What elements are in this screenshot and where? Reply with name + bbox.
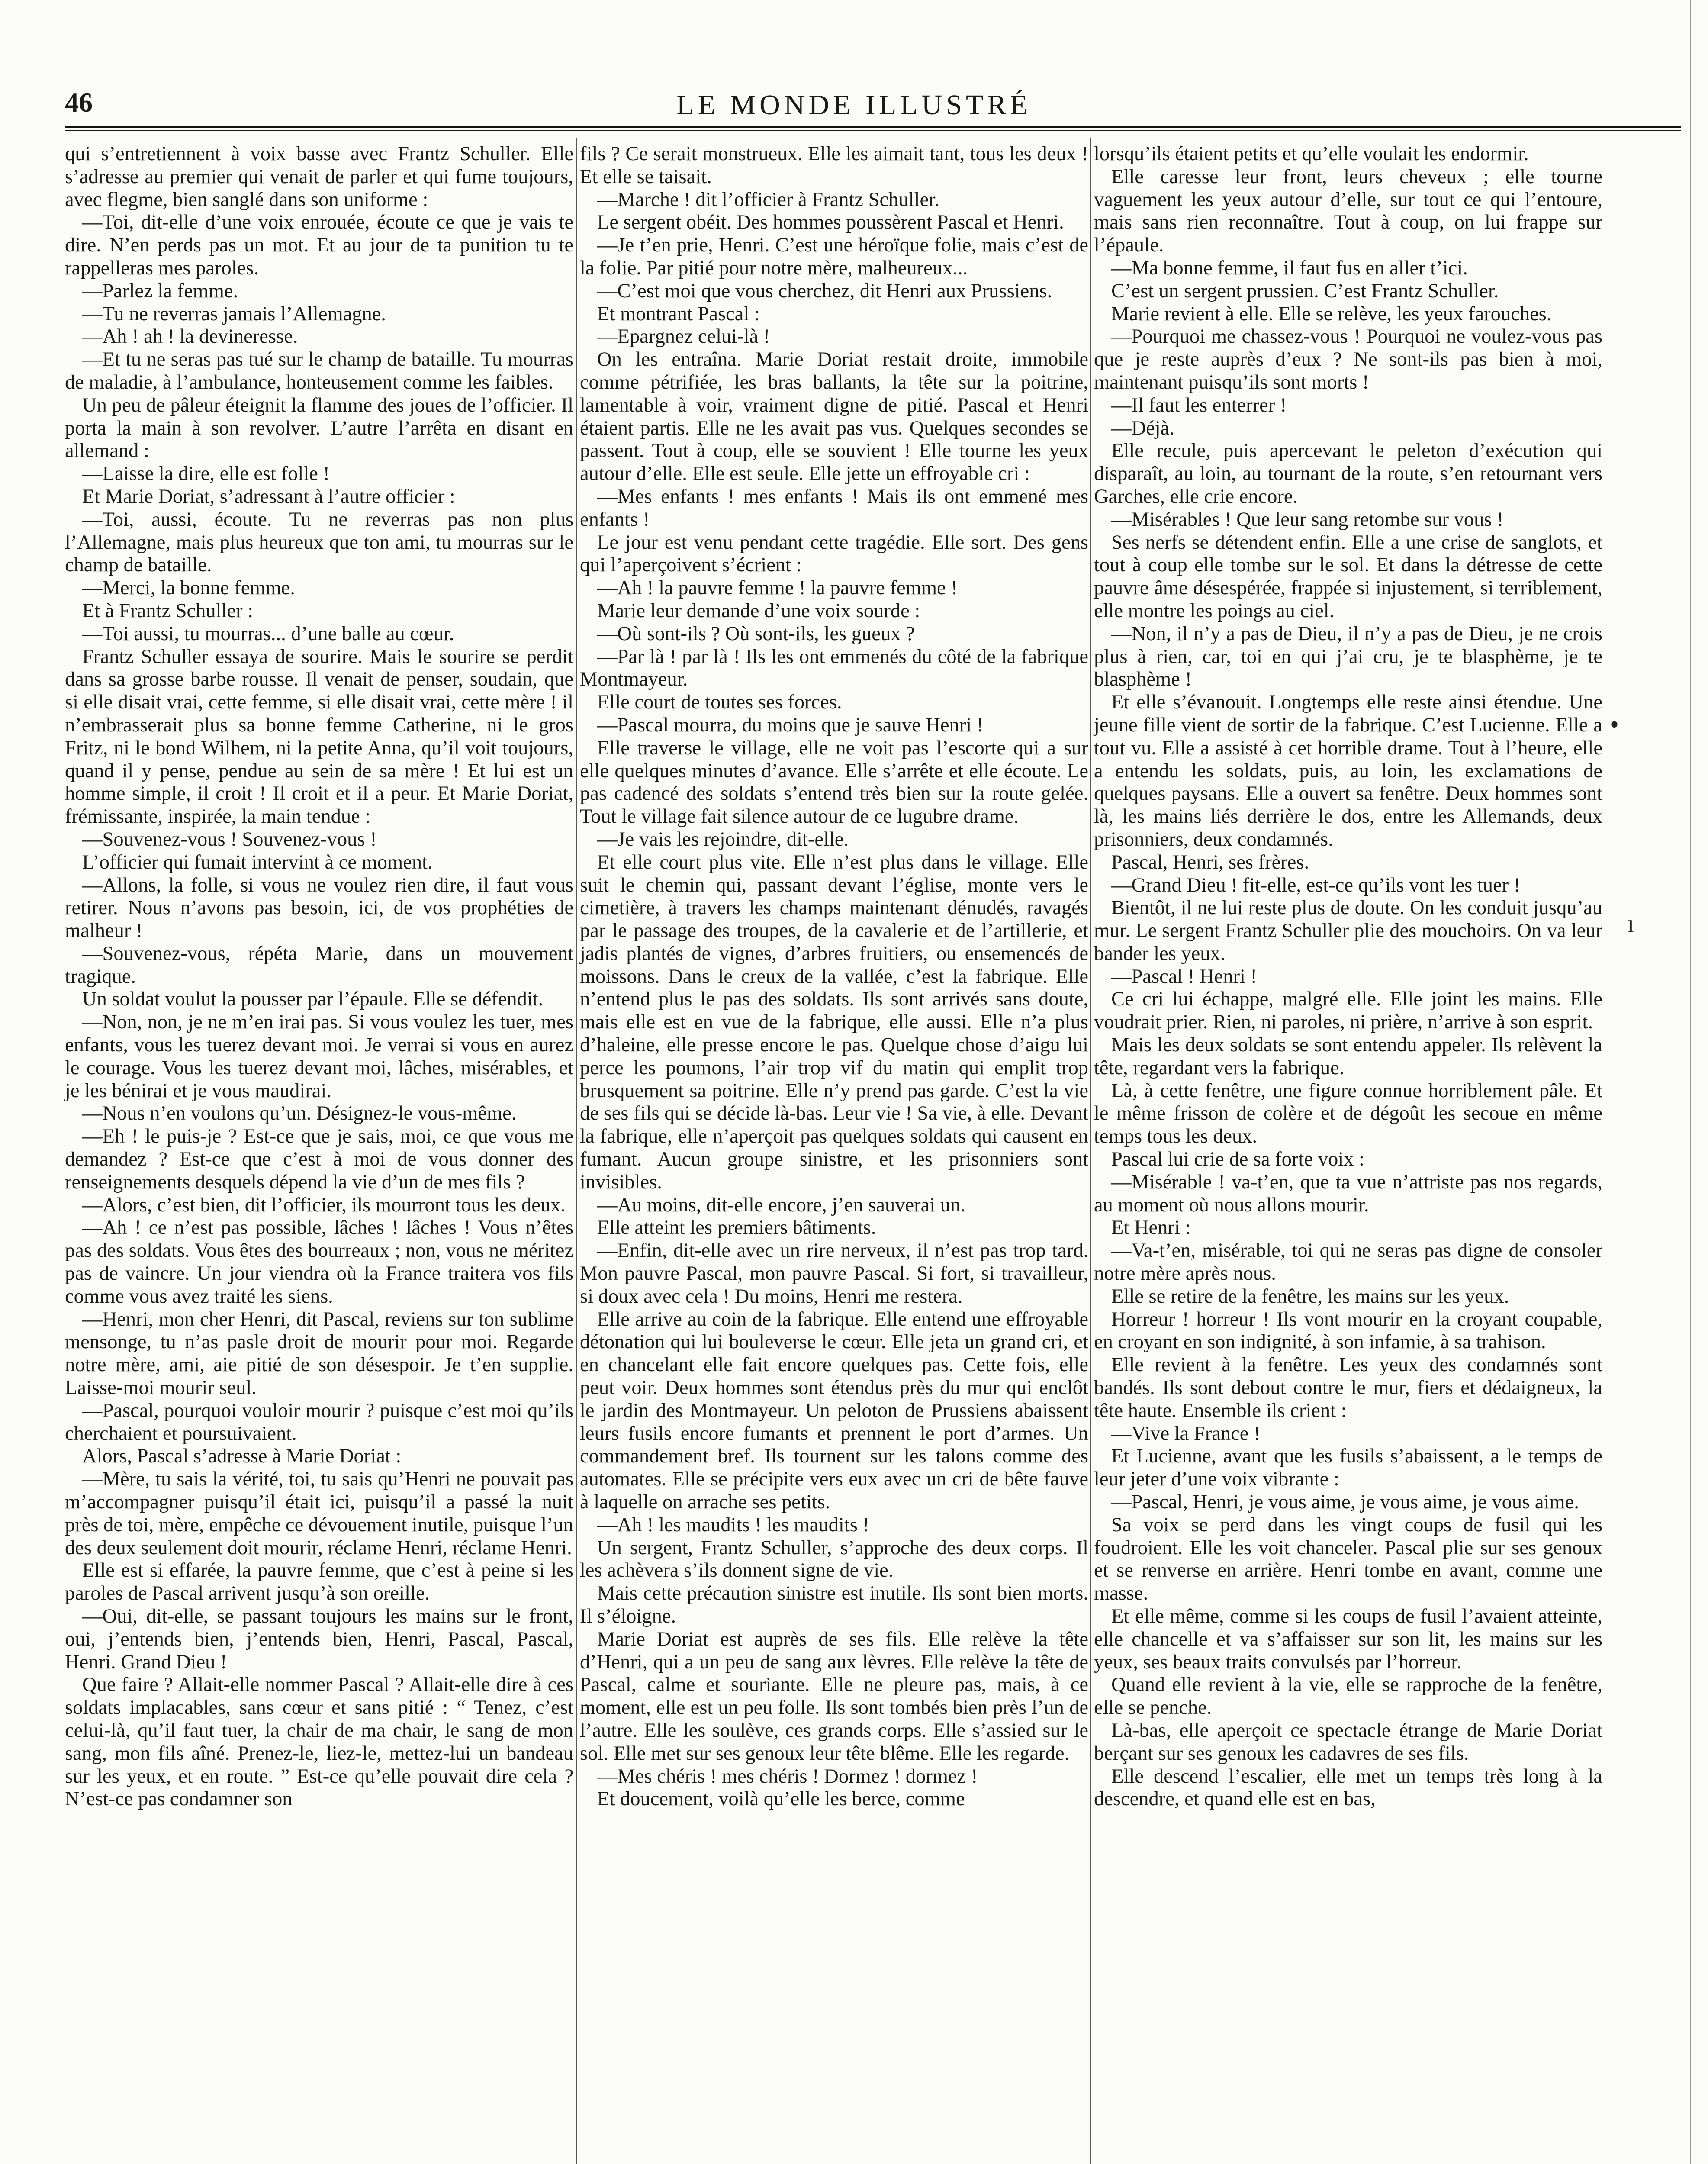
paragraph: —Laisse la dire, elle est folle !: [82, 463, 330, 485]
paragraph: —Non, non, je ne m’en irai pas. Si vous voulez les tuer, mes enfants, vous les tuerez devant moi. Je verrai si vous en aurez le courage. Vous les tuerez devant moi, lâches, misérables, et je les bénirai et je vous maudirai.: [65, 1011, 573, 1102]
paragraph: Et elle court plus vite. Elle n’est plus dans le village. Elle suit le chemin qui, passant devant l’église, monte vers le cimetière, à travers les champs maintenant dénudés, ravagés par le passage des troupes, de la cavalerie et de l’artillerie, et jadis plantés de vignes, d’arbres fruitiers, ou ensemencés de moissons. Dans le creux de la vallée, c’est la fabrique. Elle n’entend plus le pas des soldats. Ils sont arrivés sans doute, mais elle est en vue de la fabrique, elle aussi. Elle n’a plus d’haleine, elle presse encore le pas. Quelque chose d’aigu lui perce les poumons, l’air trop vif du matin qui emplit trop brusquement sa poitrine. Elle n’y prend pas garde. C’est la vie de ses fils qui se décide là-bas. Leur vie ! Sa vie, à elle. Devant la fabrique, elle n’aperçoit pas quelques soldats qui causent en fumant. Aucun groupe sinistre, et les prisonniers sont invisibles.: [580, 851, 1088, 1193]
page-number: 46: [65, 87, 93, 118]
paragraph: Elle court de toutes ses forces.: [597, 691, 842, 714]
paragraph: —Allons, la folle, si vous ne voulez rien dire, il faut vous retirer. Nous n’avons pas besoin, ici, de vos prophéties de malheur !: [65, 874, 573, 942]
paragraph: —Alors, c’est bien, dit l’officier, ils mourront tous les deux.: [82, 1194, 566, 1216]
paragraph: —C’est moi que vous cherchez, dit Henri aux Prussiens.: [597, 280, 1052, 302]
paragraph: On les entraîna. Marie Doriat restait droite, immobile comme pétrifiée, les bras ballants, la tête sur la poitrine, lamentable à voir, vraiment digne de pitié. Pascal et Henri étaient partis. Elle ne les avait pas vus. Quelques secondes se passent. Tout à coup, elle se souvient ! Elle tourne les yeux autour d’elle. Elle est seule. Elle jette un effroyable cri :: [580, 348, 1088, 485]
paragraph: Marie leur demande d’une voix sourde :: [597, 599, 920, 622]
paragraph: —Eh ! le puis-je ? Est-ce que je sais, moi, ce que vous me demandez ? Est-ce que c’est à moi de vous donner des renseignements desquels dépend la vie d’un de mes fils ?: [65, 1125, 573, 1193]
paragraph: —Au moins, dit-elle encore, j’en sauverai un.: [597, 1194, 965, 1216]
paragraph: —Pascal, Henri, je vous aime, je vous aime, je vous aime.: [1111, 1491, 1579, 1514]
text-column-3: [1094, 143, 1602, 1811]
paragraph: —Toi, aussi, écoute. Tu ne reverras pas non plus l’Allemagne, mais plus heureux que ton ami, tu mourras sur le champ de bataille.: [65, 508, 573, 576]
paragraph: Que faire ? Allait-elle nommer Pascal ? Allait-elle dire à ces soldats implacables, sans cœur et sans pitié : “ Tenez, c’est celui-là, qu’il faut tuer, la chair de ma chair, le sang de mon sang, mon fils aîné. Prenez-le, liez-le, mettez-lui un bandeau sur les yeux, et en route. ” Est-ce qu’elle pouvait dire cela ? N’est-ce pas condamner son: [65, 1674, 573, 1810]
paragraph: Pascal lui crie de sa forte voix :: [1111, 1148, 1364, 1171]
paragraph: —Pascal mourra, du moins que je sauve Henri !: [597, 714, 984, 736]
paragraph: Horreur ! horreur ! Ils vont mourir en la croyant coupable, en croyant en son indignité, à son infamie, à sa trahison.: [1094, 1308, 1602, 1353]
paragraph: —Il faut les enterrer !: [1111, 394, 1287, 416]
paragraph: Elle caresse leur front, leurs cheveux ; elle tourne vaguement les yeux autour d’elle, sur tout ce qui l’entoure, mais sans rien reconnaître. Tout à coup, on lui frappe sur l’épaule.: [1094, 165, 1602, 257]
paragraph: Marie Doriat est auprès de ses fils. Elle relève la tête d’Henri, qui a un peu de sang aux lèvres. Elle relève la tête de Pascal, calme et souriante. Elle ne pleure pas, mais, à ce moment, elle est un peu folle. Ils sont tombés bien près l’un de l’autre. Elle les soulève, ces grands corps. Elle s’assied sur le sol. Elle met sur ses genoux leur tête blême. Elle les regarde.: [580, 1628, 1088, 1765]
paragraph: Et doucement, voilà qu’elle les berce, comme: [597, 1788, 965, 1810]
paragraph: Bientôt, il ne lui reste plus de doute. On les conduit jusqu’au mur. Le sergent Frantz Schuller plie des mouchoirs. On va leur bander les yeux.: [1094, 897, 1602, 965]
paragraph: —Souvenez-vous, répéta Marie, dans un mouvement tragique.: [65, 942, 573, 988]
paragraph: —Je t’en prie, Henri. C’est une héroïque folie, mais c’est de la folie. Par pitié pour notre mère, malheureux...: [580, 234, 1088, 279]
paragraph: Et elle s’évanouit. Longtemps elle reste ainsi étendue. Une jeune fille vient de sortir de la fabrique. C’est Lucienne. Elle a tout vu. Elle a assisté à cet horrible drame. Tout à l’heure, elle a entendu les soldats, puis, au loin, les exclamations de quelques paysans. Elle a ouvert sa fenêtre. Deux hommes sont là, les mains liés derrière le dos, entre les Allemands, deux prisonniers, deux condamnés.: [1094, 691, 1602, 850]
paragraph: —Et tu ne seras pas tué sur le champ de bataille. Tu mourras de maladie, à l’ambulance, honteusement comme les faibles.: [65, 348, 573, 393]
paragraph: L’officier qui fumait intervint à ce moment.: [82, 851, 433, 873]
paragraph: Quand elle revient à la vie, elle se rapproche de la fenêtre, elle se penche.: [1094, 1674, 1602, 1719]
paragraph: Un sergent, Frantz Schuller, s’approche des deux corps. Il les achèvera s’ils donnent signe de vie.: [580, 1536, 1088, 1582]
paragraph: —Je vais les rejoindre, dit-elle.: [597, 828, 849, 850]
paragraph: —Pascal ! Henri !: [1111, 965, 1258, 988]
paragraph: —Ah ! ah ! la devineresse.: [82, 325, 298, 348]
paragraph: lorsqu’ils étaient petits et qu’elle voulait les endormir.: [1094, 143, 1529, 165]
paragraph: —Pourquoi me chassez-vous ! Pourquoi ne voulez-vous pas que je reste auprès d’eux ? Ne sont-ils pas bien à moi, maintenant puisqu’ils sont morts !: [1094, 325, 1602, 393]
paragraph: Le sergent obéit. Des hommes poussèrent Pascal et Henri.: [597, 211, 1064, 234]
paragraph: —Parlez la femme.: [82, 280, 238, 302]
paragraph: —Vive la France !: [1111, 1422, 1261, 1445]
paragraph: —Misérable ! va-t’en, que ta vue n’attriste pas nos regards, au moment où nous allons mourir.: [1094, 1171, 1602, 1216]
paragraph: —Mes chéris ! mes chéris ! Dormez ! dormez !: [597, 1765, 978, 1787]
paragraph: —Oui, dit-elle, se passant toujours les mains sur le front, oui, j’entends bien, j’entends bien, Henri, Pascal, Pascal, Henri. Grand Dieu !: [65, 1605, 573, 1673]
paragraph: —Ah ! les maudits ! les maudits !: [597, 1514, 869, 1536]
paragraph: —Non, il n’y a pas de Dieu, il n’y a pas de Dieu, je ne crois plus à rien, car, toi en qui j’ai cru, je te blasphème, je te blasphème !: [1094, 622, 1602, 691]
margin-mark: ı: [1627, 909, 1634, 938]
paragraph: —Enfin, dit-elle avec un rire nerveux, il n’est pas trop tard. Mon pauvre Pascal, mon pauvre Pascal. Si fort, si travailleur, si doux avec cela ! Du moins, Henri me restera.: [580, 1240, 1088, 1307]
paragraph: —Ma bonne femme, il faut fus en aller t’ici.: [1111, 257, 1468, 279]
paragraph: Mais les deux soldats se sont entendu appeler. Ils relèvent la tête, regardant vers la fabrique.: [1094, 1034, 1602, 1079]
header-rule-top: [65, 126, 1681, 128]
paragraph: —Epargnez celui-là !: [597, 325, 770, 348]
text-column-1: [65, 143, 573, 1811]
paragraph: Alors, Pascal s’adresse à Marie Doriat :: [82, 1445, 402, 1468]
paragraph: —Souvenez-vous ! Souvenez-vous !: [82, 828, 377, 850]
paragraph: —Tu ne reverras jamais l’Allemagne.: [82, 303, 386, 325]
page-title: LE MONDE ILLUSTRÉ: [676, 89, 1032, 121]
column-divider: [576, 138, 577, 2164]
paragraph: Elle traverse le village, elle ne voit pas l’escorte qui a sur elle quelques minutes d’avance. Elle s’arrête et elle écoute. Le pas cadencé des soldats s’entend très bien sur la route gelée. Tout le village fait silence autour de ce lugubre drame.: [580, 737, 1088, 828]
paragraph: Elle atteint les premiers bâtiments.: [597, 1217, 876, 1239]
paragraph: Elle revient à la fenêtre. Les yeux des condamnés sont bandés. Ils sont debout contre le mur, fiers et dédaigneux, la tête haute. Ensemble ils crient :: [1094, 1354, 1602, 1422]
paragraph: —Grand Dieu ! fit-elle, est-ce qu’ils vont les tuer !: [1111, 874, 1521, 896]
paragraph: —Toi, dit-elle d’une voix enrouée, écoute ce que je vais te dire. N’en perds pas un mot. Et au jour de ta punition tu te rappelleras mes paroles.: [65, 211, 573, 279]
paragraph: Elle se retire de la fenêtre, les mains sur les yeux.: [1111, 1285, 1509, 1307]
paragraph: Là, à cette fenêtre, une figure connue horriblement pâle. Et le même frisson de colère et de dégoût les secoue en même temps tous les deux.: [1094, 1079, 1602, 1148]
paragraph: —Marche ! dit l’officier à Frantz Schuller.: [597, 188, 939, 211]
paragraph: —Déjà.: [1111, 417, 1174, 439]
text-column-2: [580, 143, 1088, 1811]
paragraph: qui s’entretiennent à voix basse avec Frantz Schuller. Elle s’adresse au premier qui venait de parler et qui fume toujours, avec flegme, bien sanglé dans son uniforme :: [65, 143, 573, 211]
paragraph: —Nous n’en voulons qu’un. Désignez-le vous-même.: [82, 1102, 517, 1125]
paragraph: —Toi aussi, tu mourras... d’une balle au cœur.: [82, 622, 454, 645]
paragraph: Et Marie Doriat, s’adressant à l’autre officier :: [82, 485, 455, 508]
page-edge: [1690, 0, 1691, 2164]
paragraph: —Où sont-ils ? Où sont-ils, les gueux ?: [597, 622, 915, 645]
paragraph: Ses nerfs se détendent enfin. Elle a une crise de sanglots, et tout à coup elle tombe sur le sol. Et dans la détresse de cette pauvre âme désespérée, frappée si injustement, si terriblement, elle montre les poings au ciel.: [1094, 531, 1602, 622]
paragraph: —Misérables ! Que leur sang retombe sur vous !: [1111, 508, 1504, 531]
paragraph: Elle arrive au coin de la fabrique. Elle entend une effroyable détonation qui lui bouleverse le cœur. Elle jeta un grand cri, et en chancelant elle fait encore quelques pas. Cette fois, elle peut voir. Deux hommes sont étendus près du mur qui enclôt le jardin des Montmayeur. Un peloton de Prussiens abaissent leurs fusils encore fumants et prennent le port d’armes. Un commandement bref. Ils tournent sur les talons comme des automates. Elle se précipite vers eux avec un cri de bête fauve à laquelle on arrache ses petits.: [580, 1308, 1088, 1514]
paragraph: Là-bas, elle aperçoit ce spectacle étrange de Marie Doriat berçant sur ses genoux les cadavres de ses fils.: [1094, 1719, 1602, 1765]
paragraph: Le jour est venu pendant cette tragédie. Elle sort. Des gens qui l’aperçoivent s’écrient :: [580, 531, 1088, 576]
paragraph: Sa voix se perd dans les vingt coups de fusil qui les foudroient. Elle les voit chanceler. Pascal plie sur ses genoux et se renverse en arrière. Henri tombe en avant, comme une masse.: [1094, 1514, 1602, 1605]
paragraph: Pascal, Henri, ses frères.: [1111, 851, 1309, 873]
paragraph: —Pascal, pourquoi vouloir mourir ? puisque c’est moi qu’ils cherchaient et poursuivaient.: [65, 1399, 573, 1445]
paragraph: Et Henri :: [1111, 1217, 1191, 1239]
paragraph: Un soldat voulut la pousser par l’épaule. Elle se défendit.: [82, 988, 544, 1011]
column-divider: [1090, 138, 1091, 2164]
paragraph: Et elle même, comme si les coups de fusil l’avaient atteinte, elle chancelle et va s’affaisser sur son lit, les mains sur les yeux, ses beaux traits convulsés par l’horreur.: [1094, 1605, 1602, 1673]
paragraph: Mais cette précaution sinistre est inutile. Ils sont bien morts. Il s’éloigne.: [580, 1582, 1088, 1627]
margin-mark: •: [1610, 710, 1619, 739]
header-rule-bottom: [65, 130, 1681, 131]
paragraph: —Va-t’en, misérable, toi qui ne seras pas digne de consoler notre mère après nous.: [1094, 1240, 1602, 1285]
paragraph: Et montrant Pascal :: [597, 303, 760, 325]
paragraph: —Merci, la bonne femme.: [82, 577, 295, 599]
paragraph: C’est un sergent prussien. C’est Frantz Schuller.: [1111, 280, 1499, 302]
paragraph: —Mes enfants ! mes enfants ! Mais ils ont emmené mes enfants !: [580, 485, 1088, 531]
paragraph: Et Lucienne, avant que les fusils s’abaissent, a le temps de leur jeter d’une voix vibrante :: [1094, 1445, 1602, 1491]
paragraph: Elle est si effarée, la pauvre femme, que c’est à peine si les paroles de Pascal arrivent jusqu’à son oreille.: [65, 1559, 573, 1605]
paragraph: —Mère, tu sais la vérité, toi, tu sais qu’Henri ne pouvait pas m’accompagner puisqu’il était ici, puisqu’il a passé la nuit près de toi, mère, empêche ce dévouement inutile, puisque l’un des deux seulement doit mourir, réclame Henri, réclame Henri.: [65, 1468, 574, 1559]
paragraph: Marie revient à elle. Elle se relève, les yeux farouches.: [1111, 303, 1552, 325]
paragraph: Ce cri lui échappe, malgré elle. Elle joint les mains. Elle voudrait prier. Rien, ni paroles, ni prière, n’arrive à son esprit.: [1094, 988, 1602, 1034]
paragraph: —Henri, mon cher Henri, dit Pascal, reviens sur ton sublime mensonge, tu n’as pasle droit de mourir pour moi. Regarde notre mère, ami, aie pitié de son désespoir. Je t’en supplie. Laisse-moi mourir seul.: [65, 1308, 573, 1399]
paragraph: —Par là ! par là ! Ils les ont emmenés du côté de la fabrique Montmayeur.: [580, 645, 1088, 691]
paragraph: —Ah ! la pauvre femme ! la pauvre femme !: [597, 577, 958, 599]
paragraph: Elle descend l’escalier, elle met un temps très long à la descendre, et quand elle est en bas,: [1094, 1765, 1602, 1810]
paragraph: Et à Frantz Schuller :: [82, 599, 254, 622]
paragraph: Frantz Schuller essaya de sourire. Mais le sourire se perdit dans sa grosse barbe rousse. Il venait de penser, soudain, que si elle disait vrai, cette femme, si elle disait vrai, cette mère ! il n’embrasserait plus sa bonne femme Catherine, ni le gros Fritz, ni le bond Wilhem, ni la petite Anna, qu’il voit toujours, quand il y pense, pendue au sein de sa mère ! Et lui est un homme simple, il croit ! Il croit et il a peur. Et Marie Doriat, frémissante, inspirée, la main tendue :: [65, 645, 573, 828]
paragraph: fils ? Ce serait monstrueux. Elle les aimait tant, tous les deux ! Et elle se taisait.: [580, 143, 1088, 188]
paragraph: —Ah ! ce n’est pas possible, lâches ! lâches ! Vous n’êtes pas des soldats. Vous êtes des bourreaux ; non, vous ne méritez pas de vaincre. Un jour viendra où la France traitera vos fils comme vous avez traité les siens.: [65, 1217, 573, 1307]
paragraph: Un peu de pâleur éteignit la flamme des joues de l’officier. Il porta la main à son revolver. L’autre l’arrêta en disant en allemand :: [65, 394, 573, 462]
paragraph: Elle recule, puis apercevant le peleton d’exécution qui disparaît, au loin, au tournant de la route, s’en retournant vers Garches, elle crie encore.: [1094, 440, 1602, 508]
